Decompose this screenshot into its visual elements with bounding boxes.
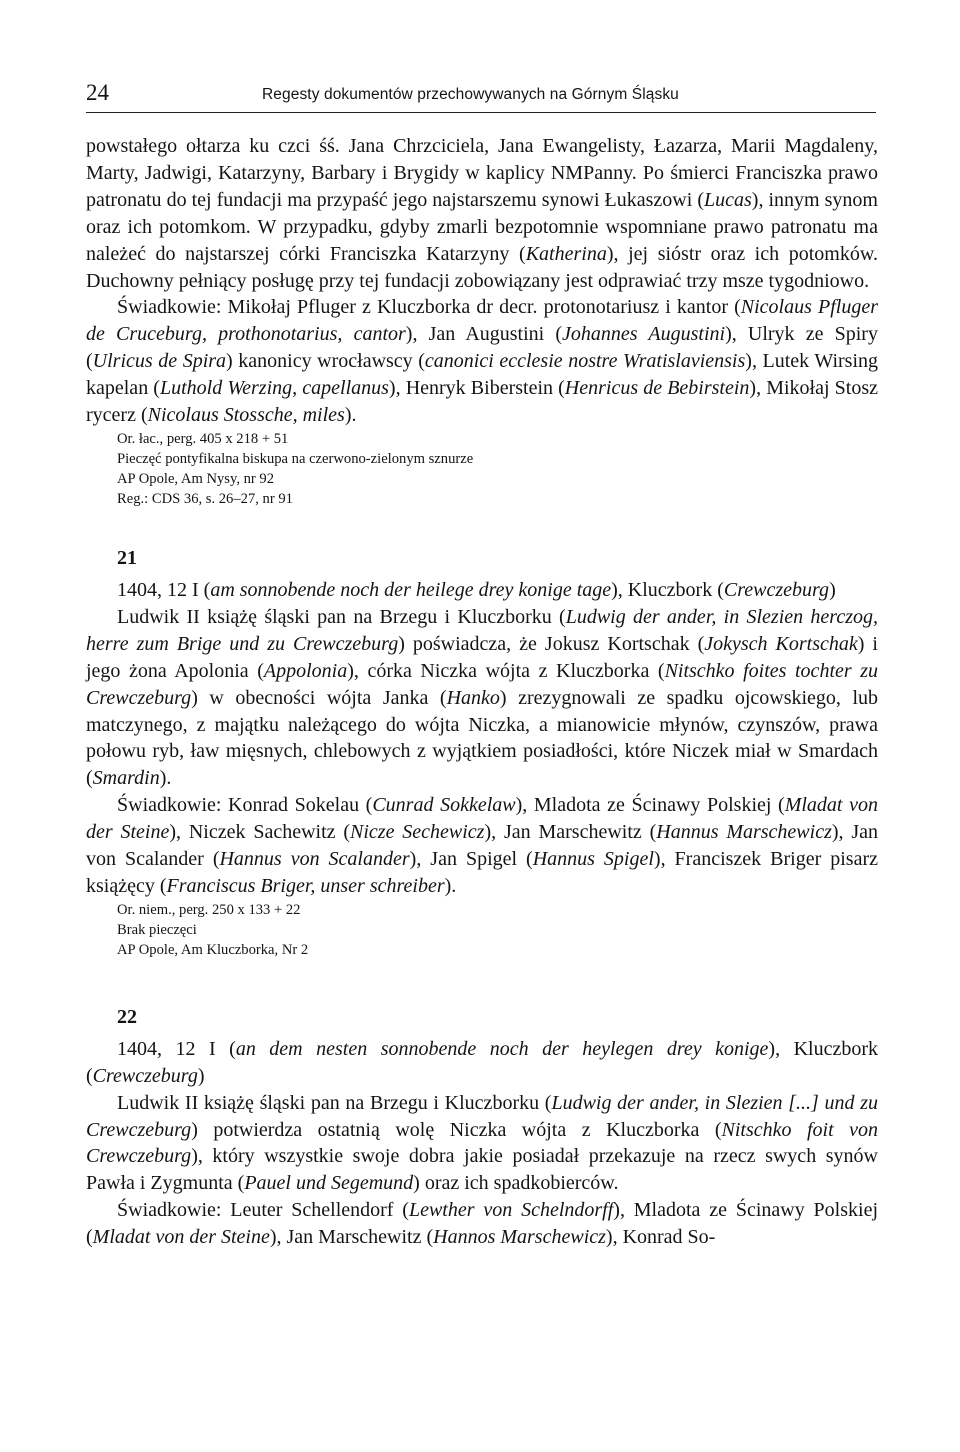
text-run: ) zrezygnowali ze spadku ojcowskiego, lub matczynego, z majątku należącego do wójta Niczka, a mianowicie młynów, czynszów, prawa połowu ryb, ław mięsnych, chlebowych z wyjątkiem posiadłości, które Niczek miał w Smardach (: [86, 686, 878, 790]
latin-german-quotation: Hannus Marschewicz: [656, 821, 832, 844]
latin-german-quotation: Franciscus Briger, unser schreiber: [166, 874, 445, 897]
text-run: ), Jan Marschewitz (: [484, 821, 657, 844]
text-run: ), Mikołaj Stosz rycerz (: [86, 377, 878, 427]
latin-german-quotation: am sonnobende noch der heilege drey konige tage: [210, 578, 612, 601]
latin-german-quotation: Nicze Sechewicz: [350, 821, 485, 844]
entry-number-22: 22: [117, 1005, 137, 1028]
text-run: ), Niczek Sachewitz (: [169, 821, 351, 844]
page-header: [86, 78, 876, 113]
latin-german-quotation: an dem nesten sonnobende noch der heylegen drey konige: [235, 1037, 769, 1060]
latin-german-quotation: Hannos Marschewicz: [433, 1226, 606, 1249]
latin-german-quotation: Mladat von der Steine: [86, 794, 878, 844]
latin-german-quotation: Nicolaus Stossche, miles: [147, 404, 345, 427]
text-run: ): [829, 578, 836, 601]
entry-21-date: [86, 577, 878, 604]
latin-german-quotation: Crewczeburg: [723, 578, 830, 601]
text-run: ) oraz ich spadkobierców.: [413, 1172, 619, 1195]
text-run: ), jej sióstr oraz ich potomków. Duchowny pełniący posługę przy tej fundacji zobowiązany jest odprawiać trzy msze tygodniowo.: [86, 242, 878, 292]
latin-german-quotation: Hanko: [446, 686, 500, 709]
latin-german-quotation: Lewther von Schelndorff: [408, 1199, 614, 1222]
latin-german-quotation: Luthold Werzing, capellanus: [159, 377, 389, 400]
latin-german-quotation: Ludwig der ander, in Slezien [...] und zu Crewczeburg: [86, 1091, 878, 1141]
regest-note: Reg.: CDS 36, s. 26–27, nr 91: [117, 490, 293, 507]
text-run: Świadkowie: Mikołaj Pfluger z Kluczborka dr decr. protonotariusz i kantor (: [117, 296, 741, 319]
text-run: ): [197, 1064, 205, 1087]
text-run: ), Ulryk ze Spiry (: [86, 323, 878, 373]
latin-german-quotation: Appolonia: [263, 659, 348, 682]
latin-german-quotation: Pauel und Segemund: [244, 1172, 414, 1195]
text-run: powstałego ołtarza ku czci śś. Jana Chrzciciela, Jana Ewangelisty, Łazarza, Marii Magdaleny, Marty, Jadwigi, Katarzyny, Barbary i Brygidy w kaplicy NMPanny. Po śmierci Franciszka prawo patronatu do tej fundacji ma przypaść jego najstarszemu synowi Łukaszowi (: [86, 135, 878, 211]
latin-german-quotation: Mladat von der Steine: [92, 1226, 270, 1249]
text-run: ) w obecności wójta Janka (: [191, 686, 447, 709]
latin-german-quotation: Jokysch Kortschak: [704, 632, 858, 655]
latin-german-quotation: Ludwig der ander, in Slezien herczog, herre zum Brige und zu Crewczeburg: [86, 605, 878, 655]
text-run: Świadkowie: Konrad Sokelau (: [117, 794, 373, 817]
page-body: [86, 133, 878, 1251]
seal-note: Pieczęć pontyfikalna biskupa na czerwono-zielonym sznurze: [117, 450, 474, 467]
text-run: ), Jan Marschewitz (: [269, 1226, 434, 1249]
archive-note: AP Opole, Am Kluczborka, Nr 2: [117, 941, 309, 958]
intro-paragraph: [86, 133, 878, 294]
text-run: ), Jan Spigel (: [409, 848, 533, 871]
text-run: ), innym synom oraz ich potomkom. W przypadku, gdyby zmarli bezpotomnie wspomniane prawo patronatu ma należeć do najstarszej córki Franciszka Katarzyny (: [86, 188, 878, 265]
text-run: Ludwik II książę śląski pan na Brzegu i Kluczborku (: [117, 1091, 552, 1114]
text-run: ).: [344, 404, 357, 427]
text-run: ), córka Niczka wójta z Kluczborka (: [347, 659, 665, 682]
text-run: ) potwierdza ostatnią wolę Niczka wójta z Kluczborka (: [191, 1118, 722, 1141]
latin-german-quotation: canonici ecclesie nostre Wratislaviensis: [424, 350, 746, 373]
archive-note: AP Opole, Am Nysy, nr 92: [117, 470, 275, 487]
entry-22-body: [86, 1090, 878, 1198]
latin-german-quotation: Henricus de Bebirstein: [564, 377, 750, 400]
latin-german-quotation: Lucas: [704, 188, 752, 211]
text-run: ), Jan von Scalander (: [86, 821, 879, 871]
original-note: Or. łac., perg. 405 x 218 + 51: [117, 430, 289, 447]
text-run: ), Kluczbork (: [86, 1037, 878, 1087]
intro-archival-notes: [86, 429, 878, 509]
text-run: ), Franciszek Briger pisarz książęcy (: [86, 848, 878, 897]
text-run: Świadkowie: Leuter Schellendorf (: [117, 1199, 409, 1222]
text-run: Ludwik II książę śląski pan na Brzegu i Kluczborku (: [117, 605, 566, 628]
entry-number-21: 21: [117, 546, 137, 569]
latin-german-quotation: Hannus von Scalander: [219, 848, 410, 871]
seal-note: Brak pieczęci: [117, 921, 197, 938]
text-run: ), Lutek Wirsing kapelan (: [86, 350, 879, 400]
entry-21-witnesses: [86, 792, 878, 900]
original-note: Or. niem., perg. 250 x 133 + 22: [117, 901, 301, 918]
text-run: ) i jego żona Apolonia (: [86, 632, 878, 682]
text-run: ), Konrad So-: [605, 1226, 716, 1249]
latin-german-quotation: Johannes Augustini: [562, 323, 726, 346]
latin-german-quotation: Nitschko foit von Crewczeburg: [86, 1118, 878, 1168]
text-run: ).: [444, 874, 457, 897]
text-run: ) poświadcza, że Jokusz Kortschak (: [398, 632, 705, 655]
entry-21-archival-notes: [86, 900, 878, 960]
text-run: ), Mladota ze Ścinawy Polskiej (: [515, 794, 785, 817]
latin-german-quotation: Cunrad Sokkelaw: [372, 794, 516, 817]
entry-22-witnesses: [86, 1197, 878, 1251]
text-run: 1404, 12 I (: [117, 1037, 236, 1060]
latin-german-quotation: Katherina: [525, 242, 607, 265]
entry-21-body: [86, 604, 878, 792]
text-run: ), Mladota ze Ścinawy Polskiej (: [86, 1199, 879, 1249]
text-run: ), Henryk Biberstein (: [388, 377, 565, 400]
page-number: 24: [86, 80, 109, 105]
latin-german-quotation: Crewczeburg: [92, 1064, 198, 1087]
latin-german-quotation: Hannus Spigel: [532, 848, 654, 871]
text-run: ).: [159, 767, 172, 790]
text-run: 1404, 12 I (: [117, 578, 211, 601]
running-title: Regesty dokumentów przechowywanych na Górnym Śląsku: [262, 86, 679, 103]
text-run: ) kanonicy wrocławscy (: [226, 350, 425, 373]
latin-german-quotation: Nicolaus Pfluger de Cruceburg, prothonotarius, cantor: [86, 296, 878, 346]
intro-witnesses: [86, 294, 878, 429]
latin-german-quotation: Ulricus de Spira: [92, 350, 227, 373]
text-run: ), który wszystkie swoje dobra jakie posiadał przekazuje na rzecz swych synów Pawła i Zygmunta (: [86, 1145, 878, 1195]
text-run: ), Kluczbork (: [611, 578, 724, 601]
latin-german-quotation: Smardin: [92, 767, 160, 790]
latin-german-quotation: Nitschko foites tochter zu Crewczeburg: [86, 659, 879, 709]
text-run: ), Jan Augustini (: [405, 323, 563, 346]
entry-22-date: [86, 1036, 878, 1090]
